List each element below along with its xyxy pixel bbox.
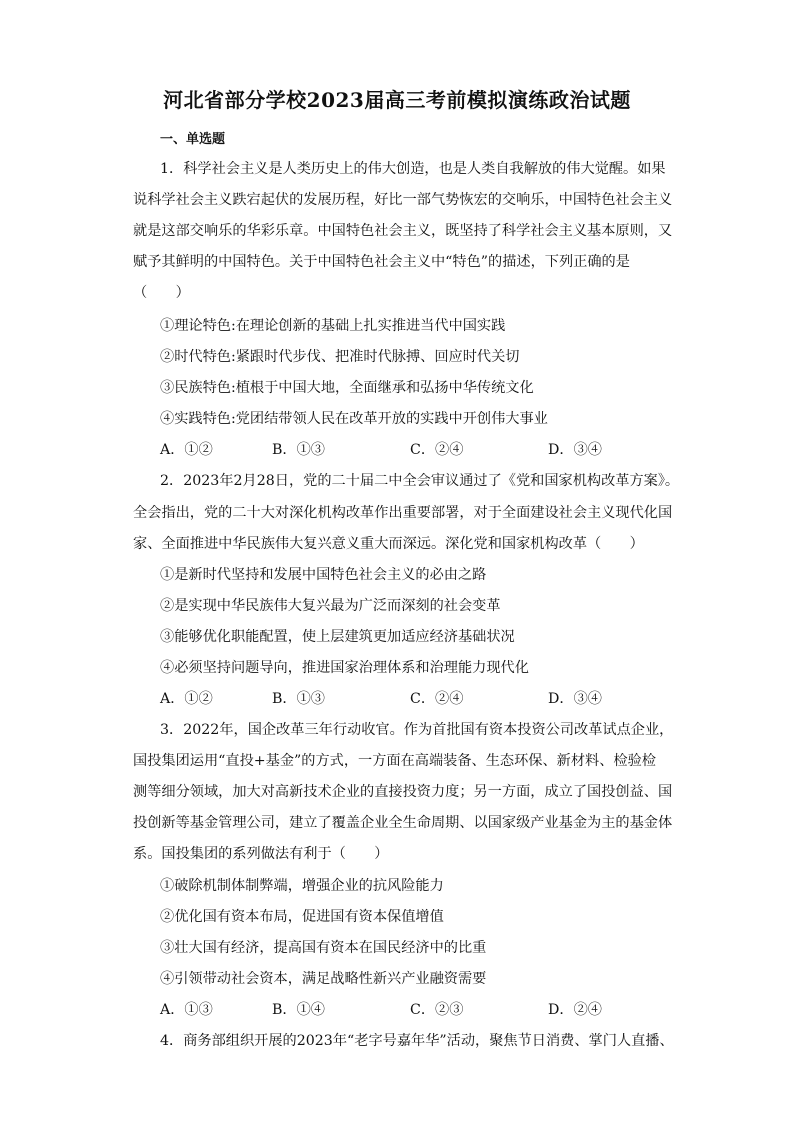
q1-item-1: ①理论特色:在理论创新的基础上扎实推进当代中国实践 <box>160 318 506 334</box>
q3-option-b: B．①④ <box>272 1002 325 1018</box>
q2-option-a: A．①② <box>160 691 213 707</box>
q2-line: 全会指出，党的二十大对深化机构改革作出重要部署，对于全面建设社会主义现代化国 <box>133 505 673 521</box>
q3-option-d: D．②④ <box>548 1002 602 1018</box>
q2-line: 2．2023年2月28日，党的二十届二中全会审议通过了《党和国家机构改革方案》。 <box>160 473 680 489</box>
q3-line: 3．2022年，国企改革三年行动收官。作为首批国有资本投资公司改革试点企业， <box>160 722 674 738</box>
q1-option-a: A．①② <box>160 442 213 458</box>
q1-answer-blank: （ ） <box>133 285 190 301</box>
q3-item-1: ①破除机制体制弊端，增强企业的抗风险能力 <box>160 878 444 894</box>
q1-line: 就是这部交响乐的华彩乐章。中国特色社会主义，既坚持了科学社会主义基本原则，又 <box>133 223 673 239</box>
q3-item-2: ②优化国有资本布局，促进国有资本保值增值 <box>160 909 444 925</box>
q2-option-b: B．①③ <box>272 691 325 707</box>
q3-option-a: A．①③ <box>160 1002 213 1018</box>
q3-line: 测等细分领域，加大对高新技术企业的直接投资力度；另一方面，成立了国投创益、国 <box>133 784 673 800</box>
q2-line: 家、全面推进中华民族伟大复兴意义重大而深远。深化党和国家机构改革（ ） <box>133 536 644 552</box>
q2-item-3: ③能够优化职能配置，使上层建筑更加适应经济基础状况 <box>160 629 515 645</box>
q4-line: 4．商务部组织开展的2023年“老字号嘉年华”活动，聚焦节日消费、掌门人直播、 <box>160 1033 674 1049</box>
q3-item-4: ④引领带动社会资本，满足战略性新兴产业融资需要 <box>160 971 487 987</box>
q1-option-d: D．③④ <box>548 442 602 458</box>
q1-line: 说科学社会主义跌宕起伏的发展历程，好比一部气势恢宏的交响乐，中国特色社会主义 <box>133 192 673 208</box>
section-heading: 一、单选题 <box>160 132 226 147</box>
q1-option-c: C．②④ <box>410 442 464 458</box>
q3-line: 投创新等基金管理公司，建立了覆盖企业全生命周期、以国家级产业基金为主的基金体 <box>133 815 673 831</box>
q2-option-c: C．②④ <box>410 691 464 707</box>
q3-option-c: C．②③ <box>410 1002 464 1018</box>
q3-line: 系。国投集团的系列做法有利于（ ） <box>133 846 389 862</box>
q2-option-d: D．③④ <box>548 691 602 707</box>
q1-option-b: B．①③ <box>272 442 325 458</box>
q3-item-3: ③壮大国有经济，提高国有资本在国民经济中的比重 <box>160 940 487 956</box>
q2-item-1: ①是新时代坚持和发展中国特色社会主义的必由之路 <box>160 567 487 583</box>
q1-item-2: ②时代特色:紧跟时代步伐、把准时代脉搏、回应时代关切 <box>160 349 520 365</box>
q1-item-3: ③民族特色:植根于中国大地，全面继承和弘扬中华传统文化 <box>160 380 534 396</box>
q1-item-4: ④实践特色:党团结带领人民在改革开放的实践中开创伟大事业 <box>160 411 548 427</box>
page-title: 河北省部分学校2023届高三考前模拟演练政治试题 <box>163 88 631 112</box>
q1-line: 赋予其鲜明的中国特色。关于中国特色社会主义中“特色”的描述，下列正确的是 <box>133 254 630 270</box>
q1-line: 1．科学社会主义是人类历史上的伟大创造，也是人类自我解放的伟大觉醒。如果 <box>160 161 666 177</box>
q2-item-4: ④必须坚持问题导向，推进国家治理体系和治理能力现代化 <box>160 660 529 676</box>
q3-line: 国投集团运用“直投+基金”的方式，一方面在高端装备、生态环保、新材料、检验检 <box>133 753 656 769</box>
q2-item-2: ②是实现中华民族伟大复兴最为广泛而深刻的社会变革 <box>160 598 501 614</box>
